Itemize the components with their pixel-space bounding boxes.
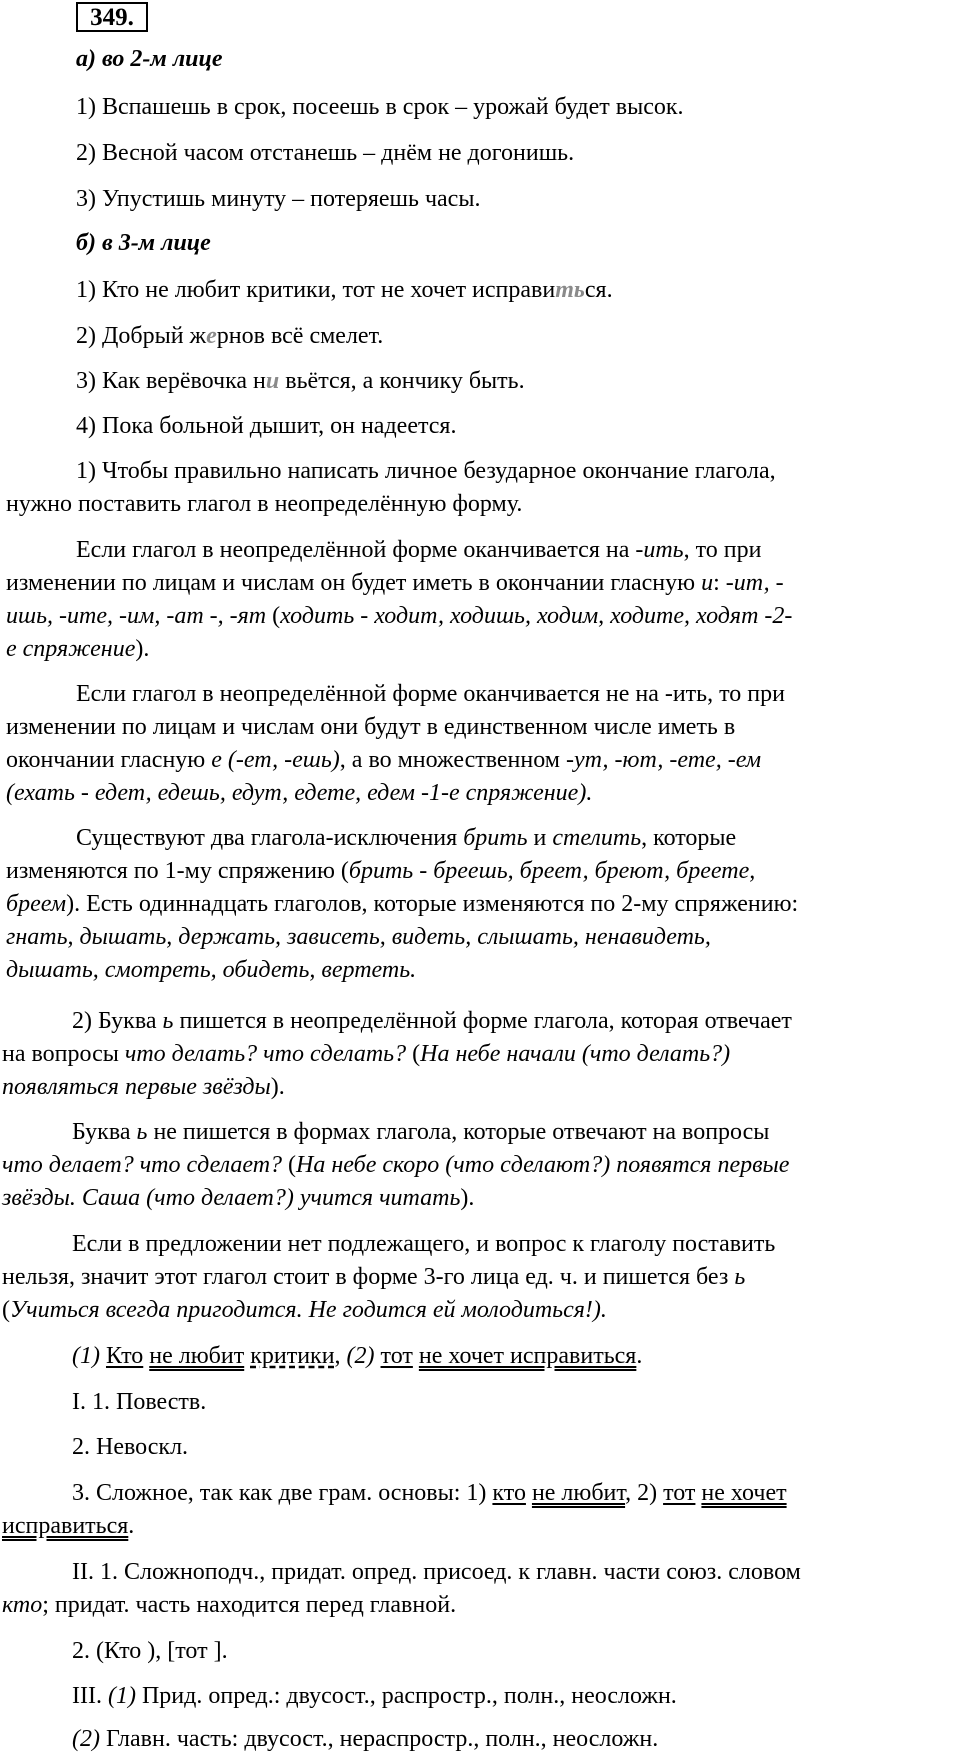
italic-text: -ит, -	[725, 570, 784, 596]
italic-text: брить	[463, 825, 528, 851]
predicate: не хочет исправиться	[418, 1343, 637, 1369]
text: III.	[72, 1683, 108, 1709]
clause-number: (2)	[346, 1343, 375, 1369]
italic-text: ь	[162, 1008, 174, 1034]
clause-number: (1)	[72, 1343, 100, 1369]
text: Главн. часть: двусост., нераспростр., полн., неосложн.	[99, 1726, 659, 1752]
text: , а во множественном	[339, 747, 566, 773]
text: окончании гласную	[6, 747, 212, 773]
italic-text: -ут, -ют, -ете, -ем	[565, 747, 762, 773]
italic-text: е спряжение	[6, 636, 136, 662]
section-b-item-2	[76, 320, 960, 352]
section-b-item-3	[76, 365, 960, 397]
para1-line-2: нужно поставить глагол в неопределённую форму.	[6, 491, 523, 517]
italic-text: ь	[136, 1119, 148, 1145]
italic-text: бреем	[6, 891, 67, 917]
para2-line-1	[76, 534, 960, 566]
analysis-sentence	[72, 1340, 960, 1372]
analysis-c1: 2. (Кто ), [тот ].	[72, 1638, 228, 1664]
predicate: исправиться	[2, 1513, 129, 1539]
para6-line-3	[2, 1182, 960, 1214]
text: вьётся, а кончику быть.	[279, 368, 525, 394]
text: не пишется в формах глагола, которые отвечают на вопросы	[147, 1119, 770, 1145]
italic-text: Учиться всегда пригодится. Не годится ей молодиться!).	[10, 1297, 607, 1323]
italic-text: и	[701, 570, 714, 596]
para7-line-2	[2, 1261, 960, 1293]
text: ). Есть одиннадцать глаголов, которые изменяются по 2-му спряжению:	[66, 891, 799, 917]
text: ).	[270, 1074, 285, 1100]
para4-line-4: гнать, дышать, держать, зависеть, видеть, слышать, ненавидеть,	[6, 924, 711, 950]
text: (	[406, 1041, 421, 1067]
para5-line-3	[2, 1071, 960, 1103]
text: (	[282, 1152, 297, 1178]
italic-text: кто	[2, 1592, 43, 1618]
section-a-heading: а) во 2-м лице	[76, 46, 223, 72]
text: 3. Сложное, так как две грам. основы: 1)	[72, 1480, 493, 1506]
italic-text: На небе скоро (что сделают?) появятся первые	[296, 1152, 790, 1178]
section-a-item-3: 3) Упустишь минуту – потеряешь часы.	[76, 186, 481, 212]
text: 1) Кто не любит критики, тот не хочет исправи	[76, 277, 556, 303]
text: ся.	[584, 277, 613, 303]
section-a-item-1: 1) Вспашешь в срок, посеешь в срок – урожай будет высок.	[76, 94, 684, 120]
para7-line-1: Если в предложении нет подлежащего, и вопрос к глаголу поставить	[72, 1231, 776, 1257]
text: :	[713, 570, 726, 596]
para5-line-1	[72, 1005, 960, 1037]
text: и	[527, 825, 553, 851]
para3-line-2: изменении по лицам и числам они будут в единственном числе иметь в	[6, 714, 736, 740]
text: пишется в неопределённой форме глагола, которая отвечает	[173, 1008, 792, 1034]
text: ).	[460, 1185, 475, 1211]
italic-text: -ить	[635, 537, 684, 563]
text: изменяются по 1-му спряжению (	[6, 858, 349, 884]
section-a-item-2: 2) Весной часом отстанешь – днём не догонишь.	[76, 140, 575, 166]
text: 2) Добрый ж	[76, 323, 207, 349]
para4-line-5: дышать, смотреть, обидеть, вертеть.	[6, 957, 417, 983]
italic-text: ходить - ходит, ходишь, ходим, ходите, ходят -2-	[280, 603, 793, 629]
para4-line-1	[76, 822, 960, 854]
analysis-e1	[72, 1723, 960, 1755]
comma: ,	[334, 1343, 341, 1369]
highlight-letters: е	[206, 323, 217, 349]
para2-line-2	[6, 567, 960, 599]
predicate: не любит	[531, 1480, 626, 1506]
text: ; придат. часть находится перед главной.	[42, 1592, 457, 1618]
analysis-a2: 2. Невоскл.	[72, 1434, 189, 1460]
subject: Кто	[105, 1343, 144, 1369]
text: 2) Буква	[72, 1008, 163, 1034]
para5-line-2	[2, 1038, 960, 1070]
clause-number: (1)	[107, 1683, 136, 1709]
text: Прид. опред.: двусост., распростр., полн., неосложн.	[135, 1683, 677, 1709]
predicate: не хочет	[701, 1480, 787, 1506]
italic-text: ишь, -ите, -им, -ат -, -ят	[6, 603, 267, 629]
analysis-b-line-2	[2, 1589, 960, 1621]
highlight-letters: и	[265, 368, 280, 394]
para3-line-4: (ехать - едет, едешь, едут, едете, едем -1-е спряжение).	[6, 780, 593, 806]
para1-line-1: 1) Чтобы правильно написать личное безударное окончание глагола,	[76, 458, 776, 484]
italic-text: звёзды. Саша (что делает?) учится читать	[2, 1185, 461, 1211]
para4-line-2	[6, 855, 960, 887]
period: .	[128, 1513, 135, 1539]
italic-text: е (-ет, -ешь)	[211, 747, 340, 773]
italic-text: появляться первые звёзды	[2, 1074, 271, 1100]
text: Если глагол в неопределённой форме оканчивается на	[76, 537, 636, 563]
text: нельзя, значит этот глагол стоит в форме 3-го лица ед. ч. и пишется без	[2, 1264, 735, 1290]
analysis-d1	[72, 1680, 960, 1712]
predicate: не любит	[149, 1343, 245, 1369]
text: ).	[135, 636, 150, 662]
section-b-heading: б) в 3-м лице	[76, 230, 211, 256]
text: на вопросы	[2, 1041, 125, 1067]
analysis-a3-line-2	[2, 1510, 960, 1542]
section-b-item-1	[76, 274, 960, 306]
text: Буква	[72, 1119, 137, 1145]
text: (	[266, 603, 281, 629]
text: (	[2, 1297, 10, 1323]
para3-line-3	[6, 744, 960, 776]
text: изменении по лицам и числам он будет иметь в окончании гласную	[6, 570, 702, 596]
italic-text: На небе начали (что делать?)	[420, 1041, 731, 1067]
para2-line-4	[6, 633, 960, 665]
para7-line-3	[2, 1294, 960, 1326]
analysis-a1: I. 1. Повеств.	[72, 1389, 207, 1415]
italic-text: брить - бреешь, бреет, бреют, бреете,	[348, 858, 756, 884]
analysis-a3-line-1	[72, 1477, 960, 1509]
section-b-item-4: 4) Пока больной дышит, он надеется.	[76, 413, 457, 439]
highlight-letters: ть	[555, 277, 585, 303]
period: .	[636, 1343, 643, 1369]
analysis-b-line-1: II. 1. Сложноподч., придат. опред. присоед. к главн. части союз. словом	[72, 1559, 801, 1585]
exercise-number: 349.	[76, 2, 148, 32]
para2-line-3	[6, 600, 960, 632]
clause-number: (2)	[72, 1726, 100, 1752]
italic-text: стелить	[552, 825, 642, 851]
subject: кто	[492, 1480, 526, 1506]
italic-text: что делает? что сделает?	[2, 1152, 283, 1178]
text: , то при	[683, 537, 762, 563]
para4-line-3	[6, 888, 960, 920]
text: рнов всё смелет.	[216, 323, 384, 349]
text: Существуют два глагола-исключения	[76, 825, 464, 851]
subject: тот	[663, 1480, 696, 1506]
text: , которые	[641, 825, 737, 851]
italic-text: ь	[734, 1264, 746, 1290]
text: , 2)	[625, 1480, 664, 1506]
text: 3) Как верёвочка н	[76, 368, 266, 394]
subject: тот	[380, 1343, 413, 1369]
para6-line-2	[2, 1149, 960, 1181]
para6-line-1	[72, 1116, 960, 1148]
para3-line-1: Если глагол в неопределённой форме оканчивается не на -ить, то при	[76, 681, 785, 707]
object: критики	[250, 1343, 335, 1369]
italic-text: что делать? что сделать?	[124, 1041, 407, 1067]
